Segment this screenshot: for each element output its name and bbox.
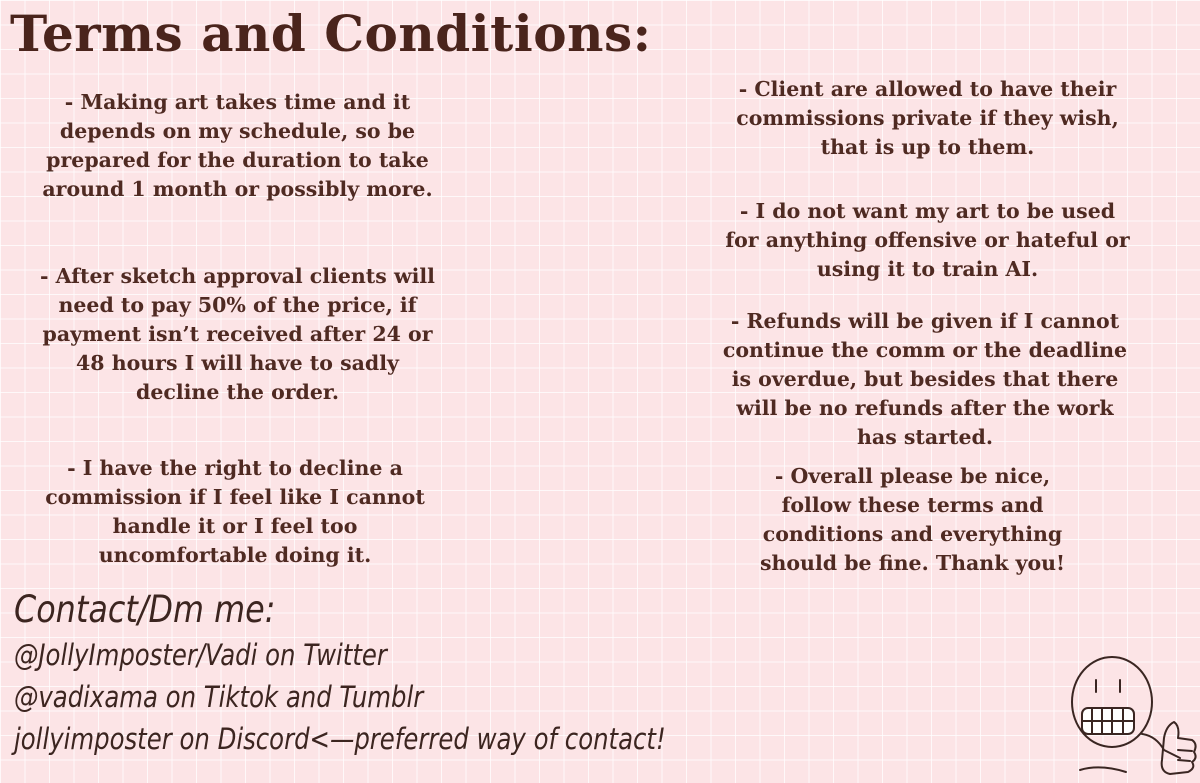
term-overall: - Overall please be nice, follow these terms and conditions and everything should be fine. Thank you!: [759, 464, 1066, 575]
contact-section: [14, 586, 790, 760]
term-privacy: - Client are allowed to have their commissions private if they wish, that is up to them.: [736, 77, 1119, 159]
smiling-face-thumbs-up-icon: [1060, 652, 1200, 783]
contact-tiktok-tumblr: @vadixama on Tiktok and Tumblr: [14, 680, 424, 714]
term-usage: - I do not want my art to be used for anything offensive or hateful or using it to train AI.: [725, 199, 1130, 281]
term-refunds: - Refunds will be given if I cannot continue the comm or the deadline is overdue, but besides that there will be no refunds after the work has started.: [722, 309, 1128, 449]
term-payment: - After sketch approval clients will need to pay 50% of the price, if payment isn’t received after 24 or 48 hours I will have to sadly decline the order.: [40, 264, 435, 404]
term-decline: - I have the right to decline a commission if I feel like I cannot handle it or I feel too uncomfortable doing it.: [45, 456, 425, 567]
page-title: Terms and Conditions:: [10, 4, 652, 63]
contact-discord: jollyimposter on Discord<—preferred way of contact!: [14, 722, 666, 756]
contact-twitter: @JollyImposter/Vadi on Twitter: [14, 638, 387, 672]
term-schedule: - Making art takes time and it depends on my schedule, so be prepared for the duration to take around 1 month or possibly more.: [42, 90, 433, 201]
contact-heading: Contact/Dm me:: [14, 588, 276, 631]
